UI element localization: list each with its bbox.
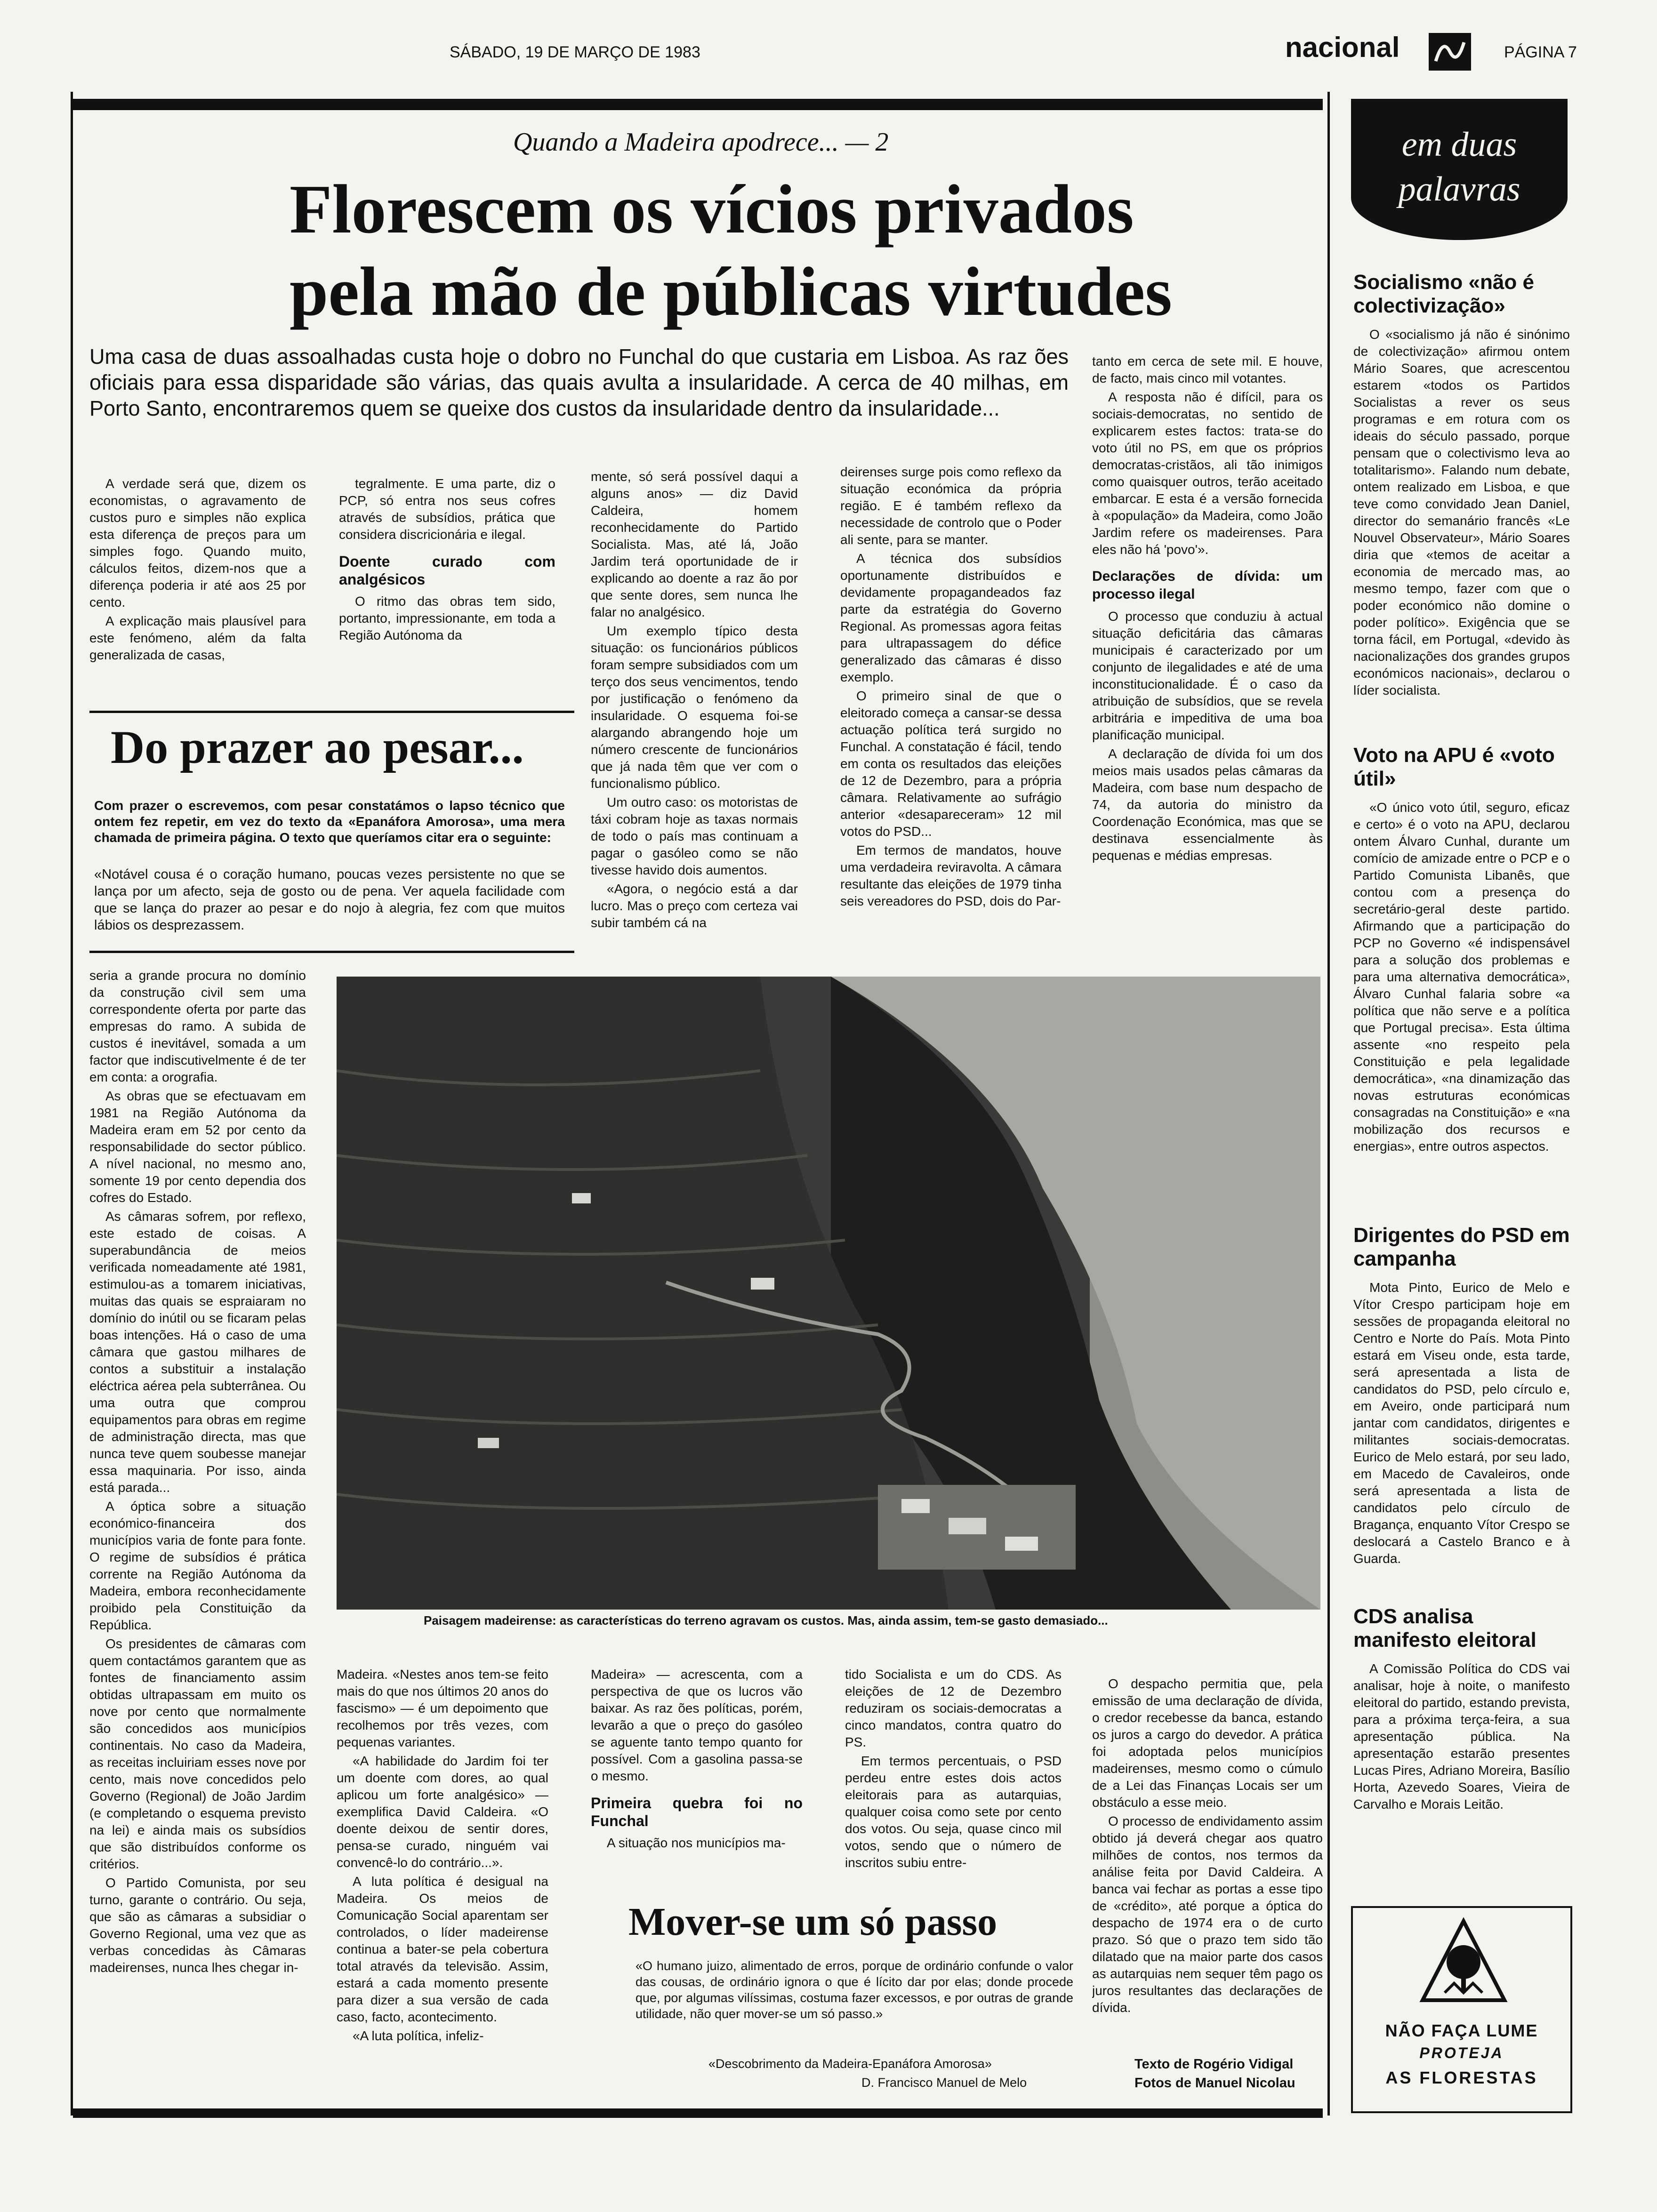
sidebar-banner-line-2: palavras: [1398, 170, 1520, 208]
bottom-column-5: [1092, 1675, 1323, 2033]
paragraph: A óptica sobre a situação económico-financeira dos municípios varia de fonte para fonte. O regime de subsídios é prática corrente na Região Autónoma da Madeira, embora reconhecidamente proibido pela Constituição da República.: [89, 1499, 306, 1632]
sidebar-item-3: [1353, 1224, 1570, 1567]
box-mover-quote: «O humano juizo, alimentado de erros, porque de ordinário confunde o valor das cousas, de ordinário ignora o que é lícito dar por elas; donde procede que, por algumas vilíssimas, costuma fazer excessos, e por outras de grande utilidade, não quer mover-se um só passo.»: [635, 1959, 1073, 2021]
sidebar-item-1: [1353, 271, 1570, 699]
paragraph: «Agora, o negócio está a dar lucro. Mas o preço com certeza vai subir também cá na: [591, 882, 798, 930]
box-prazer-top-rule: [89, 711, 574, 713]
box-mover-title: Mover-se um só passo: [628, 1900, 997, 1944]
paragraph: Em termos percentuais, o PSD perdeu entre estes dois actos eleitorais para as autarquias, qualquer coisa como sete por cento dos votos. Ou seja, quase cinco mil votos, sendo que o número de inscritos subiu entre-: [845, 1754, 1062, 1870]
paragraph: A técnica dos subsídios oportunamente distribuídos e devidamente propagandeados faz parte da estratégia do Governo Regional. As promessas agora feitas para ultrapassagem do défice generalizado das câmaras é disso exemplo.: [840, 551, 1062, 684]
paragraph: O processo de endividamento assim obtido já deverá chegar aos quatro milhões de contos, nos termos da análise feita por David Caldeira. A banca vai fechar as portas a esse tipo de «crédito», até porque a óptica do despacho de 1974 era o de curto prazo. Só que o prazo tem sido tão dilatado que na maior parte dos casos as autarquias nem sequer têm pago os juros resultantes das declarações de dívida.: [1092, 1814, 1323, 2015]
credits-photos: Fotos de Manuel Nicolau: [1134, 2076, 1295, 2091]
sidebar-item-4: [1353, 1605, 1570, 1813]
sidebar-banner: [1351, 99, 1568, 240]
sidebar-item-title: Dirigentes do PSD em campanha: [1353, 1224, 1570, 1270]
sidebar-item-title: CDS analisa manifesto eleitoral: [1353, 1605, 1536, 1651]
paragraph: As câmaras sofrem, por reflexo, este estado de coisas. A superabundância de meios verificada nomeadamente até 1981, estimulou-as a tomarem iniciativas, muitas das quais se espraiaram no domínio do inútil ou se ficaram pelas boas intenções. Há o caso de uma câmara que gastou milhares de contos a substituir a instalação eléctrica aérea pela subterrânea. Ou uma outra que comprou equipamentos para obras em regime de administração directa, mas que nunca teve quem soubesse manejar essa maquinaria. Por isso, ainda está parada...: [89, 1209, 306, 1495]
left-frame: [71, 92, 73, 2116]
box-mover-source-2: D. Francisco Manuel de Melo: [861, 2076, 1027, 2090]
bottom-column-3: [591, 1666, 803, 1873]
paragraph: A situação nos municípios ma-: [607, 1835, 786, 1850]
paragraph: «O único voto útil, seguro, eficaz e certo» é o voto na APU, declarou ontem Álvaro Cunhal, durante um comício de amizade entre o PCP e o Partido Comunista Libanês, que contou com a presença do secretário-geral deste partido. Afirmando que a participação do PCP no Governo «é indispensável para a solução dos problemas e para uma alternativa democrática», Álvaro Cunhal falaria sobre «a política que não serve e a política que Portugal precisa». Esta última assente «no respeito pela Constituição e pela legalidade democrática», «na dinamização das novas estruturas económicas consagradas na Constituição» e «na mobilização dos recursos e energias», entre outros aspectos.: [1353, 800, 1570, 1154]
column-1: [89, 475, 306, 687]
paragraph: tegralmente. E uma parte, diz o PCP, só entra nos seus cofres através de subsídios, prática que considera discricionária e ilegal.: [339, 476, 555, 542]
box-prazer-intro: Com prazer o escrevemos, com pesar constatámos o lapso técnico que ontem fez repetir, em vez do texto da «Epanáfora Amorosa», uma mera chamada de primeira página. O texto que queríamos citar era o seguinte:: [94, 798, 565, 845]
sidebar-banner-line-1: em duas: [1401, 125, 1517, 164]
paragraph: «A luta política, infeliz-: [353, 2028, 484, 2043]
page-date: SÁBADO, 19 DE MARÇO DE 1983: [450, 43, 700, 61]
forest-fire-ad: [1351, 1906, 1572, 2113]
box-prazer-title: Do prazer ao pesar...: [111, 721, 524, 773]
column-4: [840, 464, 1062, 953]
column-2: [339, 475, 555, 687]
paragraph: A declaração de dívida foi um dos meios mais usados pelas câmaras da Madeira, com base num despacho de 74, da autoria do ministro da Coordenação Económica, mas que se destinava essencialmente às pequenas e médias empresas.: [1092, 746, 1323, 863]
column-5: [1092, 353, 1323, 970]
paragraph: Um exemplo típico desta situação: os funcionários públicos foram sempre subsidiados com um terço dos seus vencimentos, tendo por justificação o fenómeno da insularidade. O esquema foi-se alargando abrangendo hoje um número crescente de funcionários que já nada têm que ver com o funcionalismo público.: [591, 624, 798, 791]
box-prazer-quote: «Notável cousa é o coração humano, poucas vezes persistente no que se lança por um afecto, seja de gosto ou de pena. Ver aquela facilidade com que se lança do prazer ao pesar e do nojo à alegria, fez com que muitos lábios os desprezassem.: [94, 867, 565, 933]
page-number: PÁGINA 7: [1504, 43, 1577, 61]
paragraph: O primeiro sinal de que o eleitorado começa a cansar-se dessa actuação política terá surgido no Funchal. A constatação é fácil, tendo em conta os resultados das eleições de 12 de Dezembro, para a própria câmara. Relativamente ao sufrágio anterior «desapareceram» 12 mil votos do PSD...: [840, 689, 1062, 839]
subheading: Declarações de dívida: um processo ilegal: [1092, 569, 1323, 602]
paragraph: Madeira. «Nestes anos tem-se feito mais do que nos últimos 20 anos do fascismo» — é um depoimento que recolhemos por três vezes, com pequenas variantes.: [337, 1667, 548, 1749]
sidebar-item-text: [1353, 1279, 1570, 1567]
sidebar-item-text: [1353, 799, 1570, 1155]
bottom-rule: [73, 2108, 1323, 2118]
sidebar-item-title: Voto na APU é «voto útil»: [1353, 744, 1555, 790]
article-kicker: Quando a Madeira apodrece... — 2: [513, 128, 889, 157]
paragraph: A explicação mais plausível para este fenómeno, além da falta generalizada de casas,: [89, 614, 306, 662]
box-mover-source-1: «Descobrimento da Madeira-Epanáfora Amorosa»: [708, 2057, 992, 2071]
paragraph: O ritmo das obras tem sido, portanto, impressionante, em toda a Região Autónoma da: [339, 594, 555, 642]
paragraph: mente, só será possível daqui a alguns anos» — diz David Caldeira, homem reconhecidamente do Partido Socialista. Mas, até lá, João Jardim terá oportunidade de ir explicando ao doente a raz ão por que sente dores, sem nunca lhe falar no analgésico.: [591, 469, 798, 619]
column-3: [591, 468, 798, 953]
ad-line-2: PROTEJA: [1419, 2044, 1504, 2061]
paragraph: O «socialismo já não é sinónimo de colectivização» afirmou ontem Mário Soares, que acrescentou estarem «todos os Partidos Socialistas a rever os seus programas e em rotura com os ideais do século passado, porque pensam que o colectivismo leva ao totalitarismo». Falando num debate, ontem realizado em Lisboa, e que teve como convidado Jean Daniel, director do semanário francês «Le Nouvel Observateur», Mário Soares diria que «temos de aceitar a economia de mercado mas, ao mesmo tempo, fazer com que o poder económico não domine o poder político». Exigência que se torna fácil, em Portugal, «devido às nacionalizações dos grandes grupos económicos nacionais», declarou o líder socialista.: [1353, 327, 1570, 697]
credits-text: Texto de Rogério Vidigal: [1134, 2057, 1294, 2072]
sidebar-item-2: [1353, 744, 1570, 1155]
paragraph: O Partido Comunista, por seu turno, garante o contrário. Ou seja, que são as câmaras a subsidiar o Governo Regional, uma vez que as verbas concedidas às Câmaras madeirenses, nunca lhes chegar in-: [89, 1875, 306, 1975]
bottom-column-2: [337, 1666, 548, 2104]
sidebar-item-text: [1353, 1660, 1570, 1813]
sidebar-item-title: Socialismo «não é colectivização»: [1353, 271, 1534, 317]
paragraph: A Comissão Política do CDS vai analisar, hoje à noite, o manifesto eleitoral do partido, estando prevista, para a próxima terça-feira, a sua apresentação pública. Na apresentação estarão presentes Lucas Pires, Adriano Moreira, Basílio Horta, Azevedo Soares, Vieira de Carvalho e Morais Leitão.: [1353, 1661, 1570, 1811]
headline-line-1: Florescem os vícios privados: [290, 171, 1134, 248]
paragraph: O despacho permitia que, pela emissão de uma declaração de dívida, o credor recebesse da banca, estando os juros a cargo do devedor. A prática foi adoptada pelos municípios madeirenses, mesmo como o cúmulo de a Lei das Finanças Locais ser um obstáculo a esse meio.: [1092, 1676, 1323, 1810]
bottom-column-4: [845, 1666, 1062, 1873]
paragraph: tido Socialista e um do CDS. As eleições de 12 de Dezembro reduziram os sociais-democratas a cinco mandatos, contra quatro do PS.: [845, 1667, 1062, 1749]
paragraph: tanto em cerca de sete mil. E houve, de facto, mais cinco mil votantes.: [1092, 354, 1323, 385]
article-lead: Uma casa de duas assoalhadas custa hoje o dobro no Funchal do que custaria em Lisboa. As raz ões oficiais para essa disparidade são várias, das quais avulta a insularidade. A cerca de 40 milhas, em Porto Santo, encontraremos quem se queixe dos custos da insularidade dentro da insularidade...: [89, 345, 1069, 420]
paragraph: Em termos de mandatos, houve uma verdadeira reviravolta. A câmara resultante das eleições de 1979 tinha seis vereadores do PSD, dois do Par-: [840, 843, 1062, 908]
sidebar-divider: [1327, 92, 1330, 2116]
paragraph: As obras que se efectuavam em 1981 na Região Autónoma da Madeira eram em 52 por cento da responsabilidade do sector público. A nível nacional, no mesmo ano, somente 19 por cento dependia dos cofres do Estado.: [89, 1089, 306, 1205]
section-logo-icon: [1429, 33, 1471, 71]
paragraph: seria a grande procura no domínio da construção civil sem uma correspondente oferta por parte das empresas do ramo. A subida de custos é inevitável, somada a um factor que indiscutivelmente é de ter em conta: a orografia.: [89, 968, 306, 1084]
paragraph: deirenses surge pois como reflexo da situação económica da própria região. E é também reflexo da necessidade de controlo que o Poder ali sente, para se manter.: [840, 465, 1062, 547]
box-prazer-bottom-rule: [89, 951, 574, 953]
subheading: Primeira quebra foi no Funchal: [591, 1795, 803, 1829]
paragraph: A luta política é desigual na Madeira. Os meios de Comunicação Social aparentam ser controlados, o líder madeirense continua a bater-se pela cobertura total através da televisão. Assim, estará a cada momento presente para dizer a sua versão de cada caso, facto, acontecimento.: [337, 1874, 548, 2024]
madeira-landscape-photo: [337, 977, 1320, 1610]
paragraph: A verdade será que, dizem os economistas, o agravamento de custos puro e simples não explica esta diferença de preços para um simples fogo. Quando muito, cálculos feitos, dizem-nos que a diferença poderia ir até aos 25 por cento.: [89, 476, 306, 609]
ad-line-3: AS FLORESTAS: [1385, 2068, 1538, 2087]
section-name: nacional: [1285, 32, 1400, 63]
paragraph: O processo que conduziu à actual situação deficitária das câmaras municipais é caracterizado por um conjunto de ilegalidades e até de uma inconstitucionalidade. É o caso da atribuição de subsídios, que se revela arbitrária e impeditiva de uma boa planificação municipal.: [1092, 609, 1323, 742]
subheading: Doente curado com analgésicos: [339, 553, 555, 588]
headline-line-2: pela mão de públicas virtudes: [290, 253, 1172, 330]
paragraph: Mota Pinto, Eurico de Melo e Vítor Crespo participam hoje em sessões de propaganda eleitoral no Centro e Norte do País. Mota Pinto estará em Viseu onde, esta tarde, será apresentada a lista de candidatos do PSD, pelo círculo e, em Aveiro, onde participará num jantar com candidatos, dirigentes e militantes sociais-democratas. Eurico de Melo estará, por seu lado, em Macedo de Cavaleiros, onde será apresentada a lista de candidatos pelo círculo de Bragança, enquanto Vítor Crespo se deslocará a Castelo Branco e à Guarda.: [1353, 1280, 1570, 1566]
paragraph: Um outro caso: os motoristas de táxi cobram hoje as taxas normais de todo o país mas continuam a pagar o gasóleo como se não tivesse havido dois aumentos.: [591, 795, 798, 877]
paragraph: A resposta não é difícil, para os sociais-democratas, no sentido de explicarem estes factos: trata-se do voto útil no PS, em que os próprios democratas-cristãos, ali tão inimigos como quaisquer outros, terão aceitado embarcar. E esta é a versão fornecida à «população» da Madeira, como João Jardim refere os madeirenses. Para eles não há 'povo'».: [1092, 390, 1323, 557]
photo-caption: Paisagem madeirense: as características do terreno agravam os custos. Mas, ainda assim, tem-se gasto demasiado...: [424, 1613, 1108, 1627]
tree-icon: [1419, 1917, 1508, 2007]
paragraph: Os presidentes de câmaras com quem contactámos garantem que as fontes de financiamento assim obtidas ultrapassam em muito os nove por cento que normalmente são concedidos aos municípios continentais. No caso da Madeira, as receitas incluiriam esses nove por cento, mais nove concedidos pelo Governo (Regional) de João Jardim (e completando o esquema previsto na lei) e ainda mais os subsídios que são distribuídos conforme os critérios.: [89, 1636, 306, 1871]
ad-line-1: NÃO FAÇA LUME: [1385, 2021, 1538, 2040]
column-left-long: [89, 967, 306, 2097]
paragraph: Madeira» — acrescenta, com a perspectiva de que os lucros vão baixar. As raz ões políticas, porém, levarão a que o preço do gasóleo se aguente tanto tempo quanto for possível. Com a gasolina passa-se o mesmo.: [591, 1667, 803, 1783]
top-rule: [73, 99, 1323, 110]
paragraph: «A habilidade do Jardim foi ter um doente com dores, ao qual aplicou um forte analgésico» — exemplifica David Caldeira. «O doente deixou de sentir dores, pensa-se curado, ninguém vai convencê-lo do contrário...».: [337, 1754, 548, 1870]
sidebar-item-text: [1353, 326, 1570, 699]
